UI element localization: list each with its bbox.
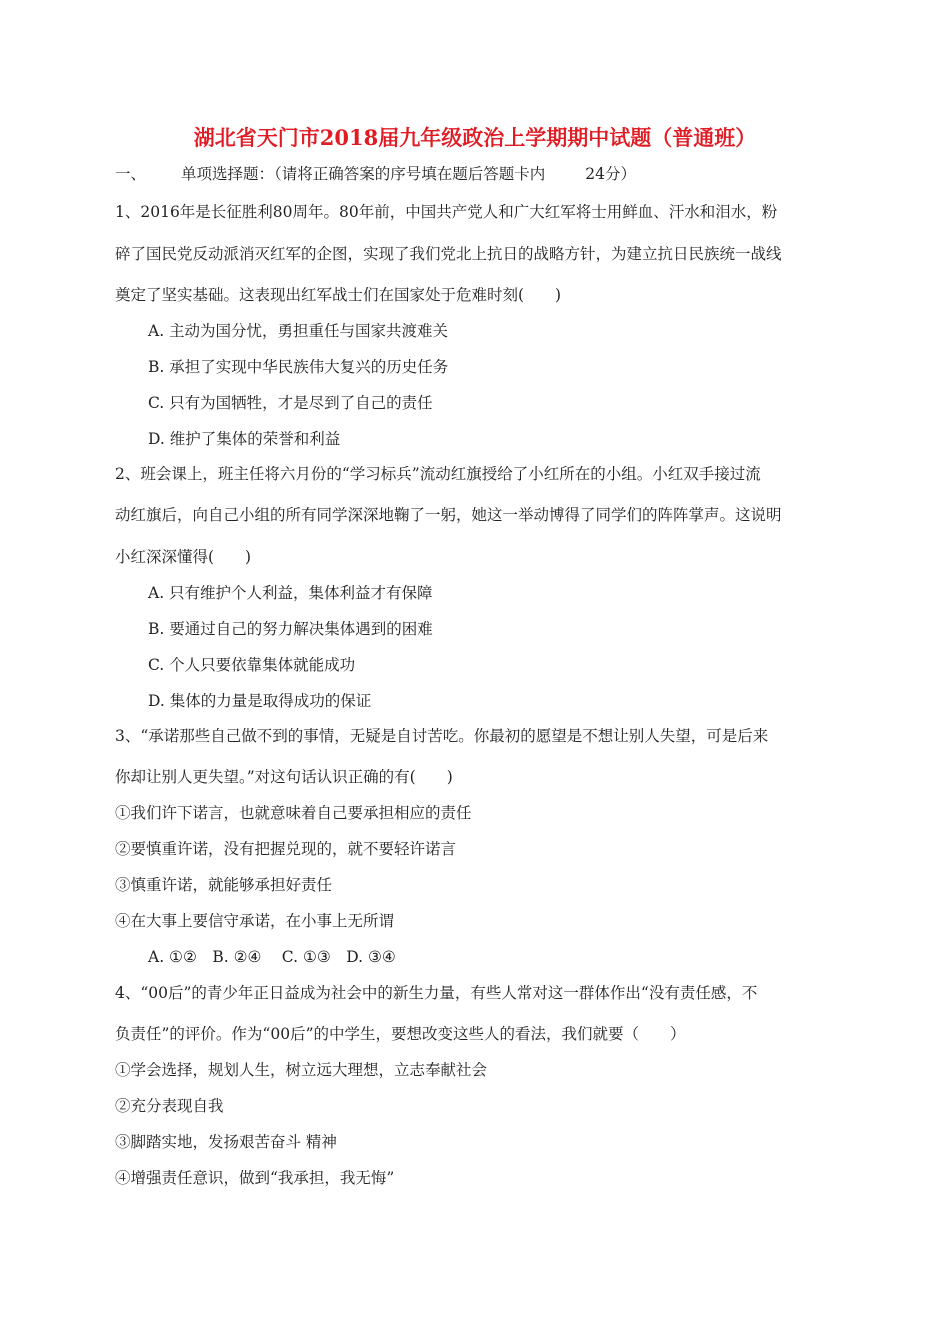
question-1-line-3: 奠定了坚实基础。这表现出红军战士们在国家处于危难时刻( )	[115, 286, 562, 304]
question-4-statement-4: ④增强责任意识，做到“我承担，我无悔”	[115, 1169, 395, 1187]
question-2-line-3: 小红深深懂得( )	[115, 548, 252, 566]
question-3-statement-3: ③慎重许诺，就能够承担好责任	[115, 876, 333, 894]
question-1-line-1: 1、2016年是长征胜利80周年。80年前，中国共产党人和广大红军将士用鲜血、汗水和泪水，粉	[115, 203, 778, 221]
question-4-statement-1: ①学会选择，规划人生，树立远大理想，立志奉献社会	[115, 1061, 488, 1079]
question-4-statement-3: ③脚踏实地，发扬艰苦奋斗 精神	[115, 1133, 337, 1151]
question-4-line-2: 负责任”的评价。作为“00后”的中学生，要想改变这些人的看法，我们就要（ ）	[115, 1025, 686, 1043]
question-2-option-b: B. 要通过自己的努力解决集体遇到的困难	[148, 620, 433, 638]
question-1-line-2: 碎了国民党反动派消灭红军的企图，实现了我们党北上抗日的战略方针，为建立抗日民族统一战线	[115, 245, 782, 263]
question-4-statement-2: ②充分表现自我	[115, 1097, 224, 1115]
question-3-statement-1: ①我们许下诺言，也就意味着自己要承担相应的责任	[115, 804, 472, 822]
question-1-option-c: C. 只有为国牺牲，才是尽到了自己的责任	[148, 394, 433, 412]
question-1-option-b: B. 承担了实现中华民族伟大复兴的历史任务	[148, 358, 449, 376]
question-2-option-d: D. 集体的力量是取得成功的保证	[148, 692, 372, 710]
question-4-line-1: 4、“00后”的青少年正日益成为社会中的新生力量，有些人常对这一群体作出“没有责任感，不	[115, 984, 758, 1002]
question-3-statement-2: ②要慎重许诺，没有把握兑现的，就不要轻许诺言	[115, 840, 457, 858]
section-number: 一、	[115, 165, 147, 183]
question-2-line-2: 动红旗后，向自己小组的所有同学深深地鞠了一躬，她这一举动博得了同学们的阵阵掌声。这说明	[115, 506, 782, 524]
page-title: 湖北省天门市2018届九年级政治上学期期中试题（普通班）	[193, 125, 757, 150]
question-3-statement-4: ④在大事上要信守承诺，在小事上无所谓	[115, 912, 395, 930]
question-3-line-1: 3、“承诺那些自己做不到的事情，无疑是自讨苦吃。你最初的愿望是不想让别人失望，可是后来	[115, 727, 769, 745]
question-2-option-a: A. 只有维护个人利益，集体利益才有保障	[148, 584, 433, 602]
question-1-option-a: A. 主动为国分忧，勇担重任与国家共渡难关	[148, 322, 449, 340]
section-heading	[115, 162, 636, 184]
question-3-options: A. ①② B. ②④ C. ①③ D. ③④	[148, 948, 396, 966]
question-2-line-1: 2、班会课上，班主任将六月份的“学习标兵”流动红旗授给了小红所在的小组。小红双手接过流	[115, 465, 761, 483]
section-label: 单项选择题：（请将正确答案的序号填在题后答题卡内	[181, 165, 546, 183]
question-2-option-c: C. 个人只要依靠集体就能成功	[148, 656, 356, 674]
question-3-line-2: 你却让别人更失望。”对这句话认识正确的有( )	[115, 768, 453, 786]
question-1-option-d: D. 维护了集体的荣誉和利益	[148, 430, 341, 448]
section-points: 24分）	[585, 165, 636, 183]
